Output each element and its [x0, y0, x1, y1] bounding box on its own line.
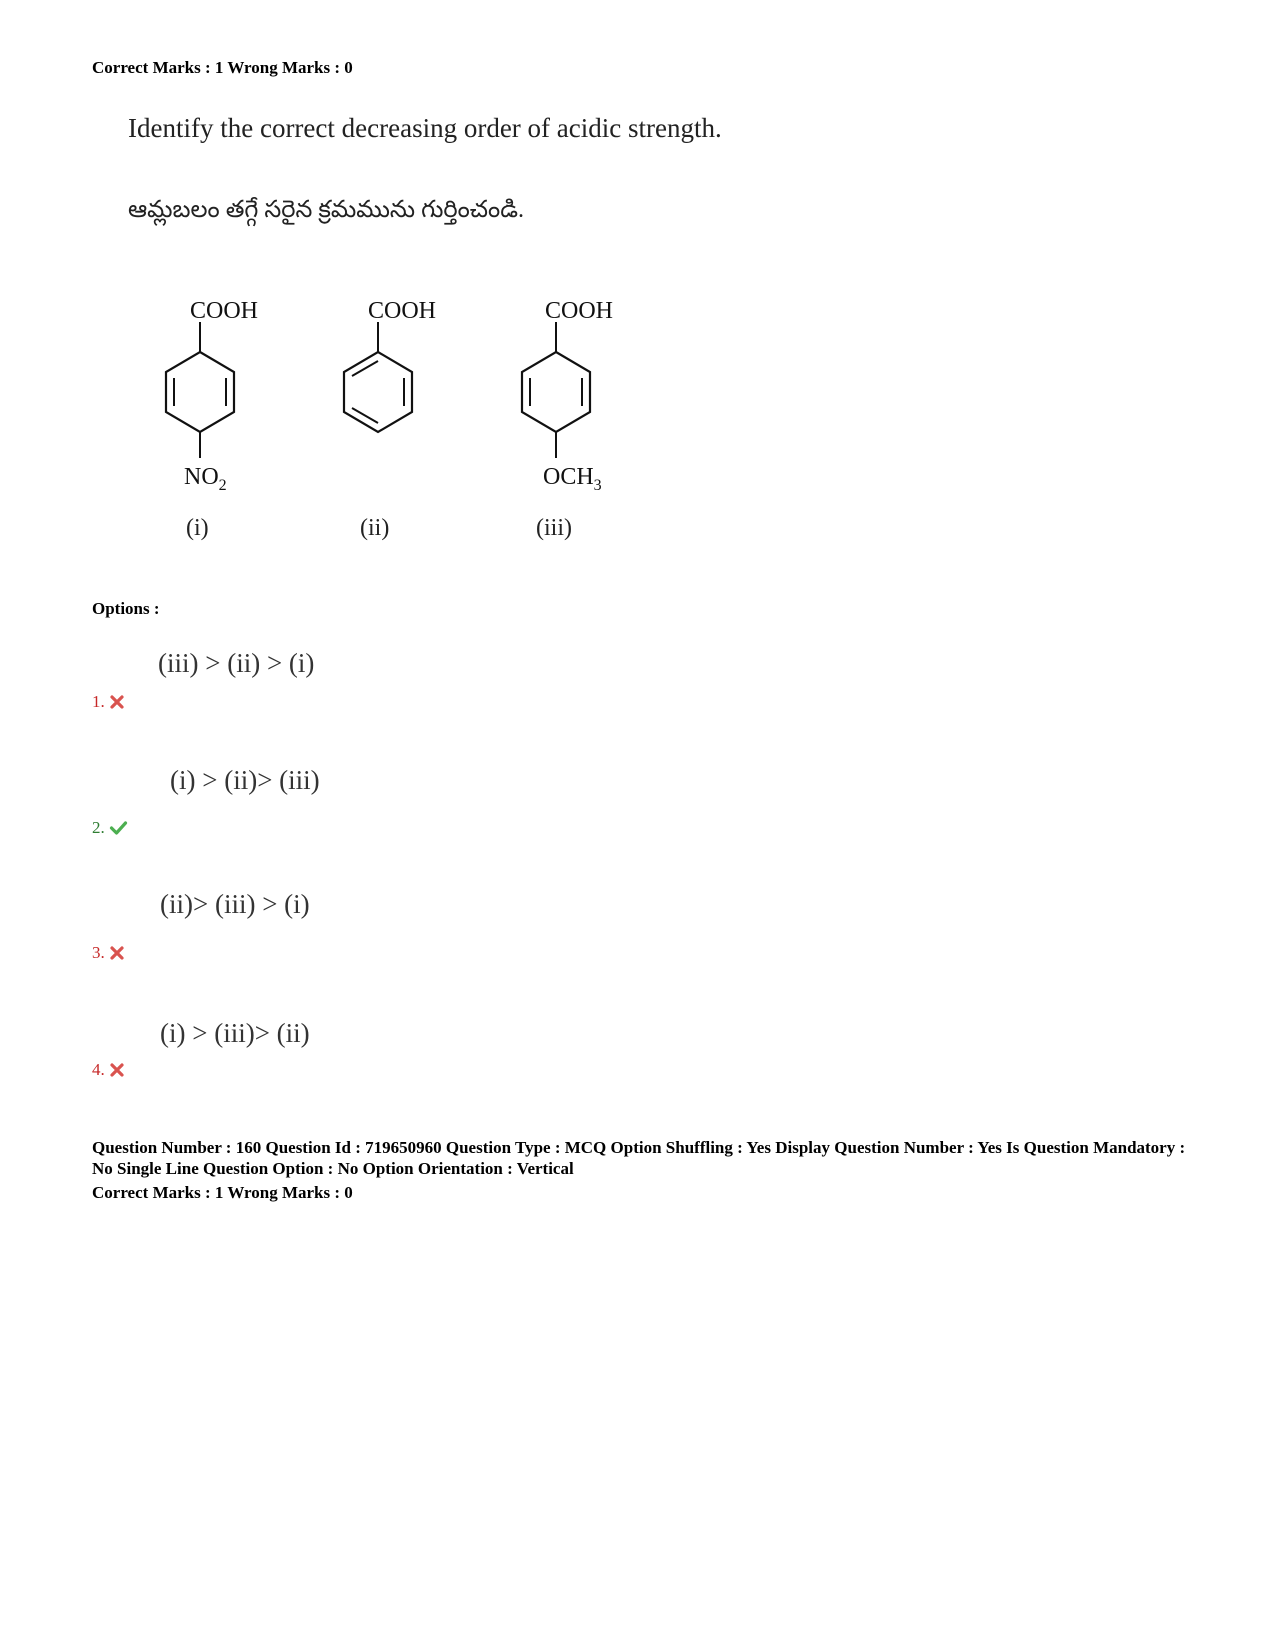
options-label: Options :: [92, 599, 160, 618]
svg-text:OCH3: [543, 464, 602, 494]
option-4: [92, 1060, 125, 1080]
option-3-text: (ii)> (iii) > (i): [160, 889, 310, 919]
structure-i-bottom-subscript: 2: [218, 477, 227, 494]
cross-icon: [109, 695, 125, 709]
check-icon: [109, 821, 128, 835]
option-3-number: 3.: [92, 943, 105, 962]
marks-header: Correct Marks : 1 Wrong Marks : 0: [92, 58, 353, 77]
structure-iii-bottom-label: OCH: [543, 464, 594, 490]
option-2-text: (i) > (ii)> (iii): [170, 765, 320, 795]
option-4-text: (i) > (iii)> (ii): [160, 1018, 310, 1048]
next-question-meta: Question Number : 160 Question Id : 719650960 Question Type : MCQ Option Shuffling : Yes Display Question Number : Yes Is Question Mandatory : No Single Line Question Option : No Option Orientation : Vertical: [92, 1138, 1186, 1178]
structure-iii-label: (iii): [536, 515, 572, 541]
option-4-number: 4.: [92, 1060, 105, 1079]
structure-i-bottom-label: NO: [184, 464, 219, 490]
structure-ii-label: (ii): [360, 515, 390, 541]
cross-icon: [109, 946, 125, 960]
cross-icon: [109, 1063, 125, 1077]
structure-iii-bottom-subscript: 3: [593, 477, 602, 494]
question-text-english: Identify the correct decreasing order of acidic strength.: [128, 113, 722, 143]
chemical-structures-figure: [150, 290, 670, 560]
option-1-text: (iii) > (ii) > (i): [158, 648, 315, 678]
next-question-marks: Correct Marks : 1 Wrong Marks : 0: [92, 1183, 353, 1202]
svg-text:NO2: [184, 464, 227, 494]
structure-iii: [522, 298, 613, 541]
option-3: [92, 943, 125, 963]
structure-ii: [344, 298, 436, 541]
option-2-number: 2.: [92, 818, 105, 837]
structure-i-top-label: COOH: [190, 298, 259, 324]
question-text-telugu: ఆమ్లబలం తగ్గే సరైన క్రమమును గుర్తించండి.: [128, 197, 524, 223]
option-1-number: 1.: [92, 692, 105, 711]
structure-i: [166, 298, 258, 541]
structure-iii-top-label: COOH: [545, 298, 614, 324]
option-1: [92, 692, 125, 712]
structure-i-label: (i): [186, 515, 209, 541]
structure-ii-top-label: COOH: [368, 298, 437, 324]
option-2: [92, 818, 128, 838]
